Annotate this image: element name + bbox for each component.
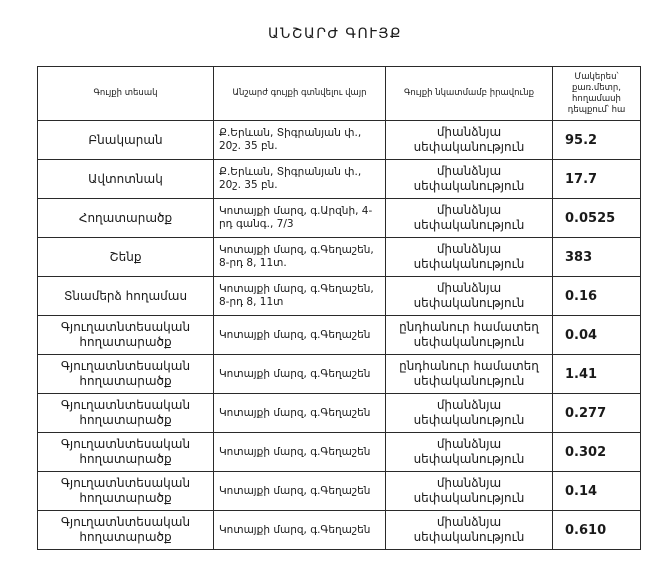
location-cell: Ք.Երևան, Տիգրանյան փ., 20շ. 35 բն. [214,160,386,199]
table-body [38,121,641,550]
location-cell: Կոտայքի մարզ, գ.Գեղաշեն, 8-րդ 8, 11տ. [214,238,386,277]
property-type-cell: Հողատարածք [38,199,214,238]
ownership-right-cell: միանձնյա սեփականություն [386,433,553,472]
property-type-cell: Գյուղատնտեսական հողատարածք [38,511,214,550]
location-cell: Կոտայքի մարզ, գ.Գեղաշեն [214,511,386,550]
ownership-right-cell: միանձնյա սեփականություն [386,121,553,160]
table-row [38,433,641,472]
size-cell: 0.0525 [553,199,641,238]
location-cell: Կոտայքի մարզ, գ.Գեղաշեն, 8-րդ 8, 11տ [214,277,386,316]
property-type-cell: Գյուղատնտեսական հողատարածք [38,433,214,472]
location-cell: Կոտայքի մարզ, գ.Գեղաշեն [214,355,386,394]
size-cell: 95.2 [553,121,641,160]
property-type-cell: Տնամերձ հողամաս [38,277,214,316]
table-header-row [38,67,641,121]
size-cell: 383 [553,238,641,277]
size-cell: 0.04 [553,316,641,355]
property-type-cell: Բնակարան [38,121,214,160]
size-cell: 0.277 [553,394,641,433]
size-cell: 0.14 [553,472,641,511]
size-cell: 1.41 [553,355,641,394]
location-cell: Կոտայքի մարզ, գ.Գեղաշեն [214,433,386,472]
location-cell: Ք.Երևան, Տիգրանյան փ., 20շ. 35 բն. [214,121,386,160]
property-type-cell: Գյուղատնտեսական հողատարածք [38,355,214,394]
ownership-right-cell: միանձնյա սեփականություն [386,277,553,316]
header-property-type: Գույքի տեսակ [38,67,214,121]
location-cell: Կոտայքի մարզ, գ.Գեղաշեն [214,394,386,433]
ownership-right-cell: միանձնյա սեփականություն [386,199,553,238]
table-row [38,199,641,238]
table-row [38,472,641,511]
property-type-cell: Ավտոտնակ [38,160,214,199]
property-type-cell: Շենք [38,238,214,277]
size-cell: 0.610 [553,511,641,550]
size-cell: 0.302 [553,433,641,472]
header-ownership-right: Գույքի նկատմամբ իրավունք [386,67,553,121]
ownership-right-cell: միանձնյա սեփականություն [386,160,553,199]
table-row [38,238,641,277]
ownership-right-cell: միանձնյա սեփականություն [386,394,553,433]
ownership-right-cell: միանձնյա սեփականություն [386,238,553,277]
table-row [38,316,641,355]
location-cell: Կոտայքի մարզ, գ.Արզնի, 4-րդ գանգ., 7/3 [214,199,386,238]
ownership-right-cell: միանձնյա սեփականություն [386,472,553,511]
table-row [38,394,641,433]
location-cell: Կոտայքի մարզ, գ.Գեղաշեն [214,472,386,511]
header-location: Անշարժ գույքի գտնվելու վայր [214,67,386,121]
table-row [38,511,641,550]
ownership-right-cell: ընդհանուր համատեղ սեփականություն [386,355,553,394]
size-cell: 0.16 [553,277,641,316]
property-table [37,66,641,550]
table-row [38,121,641,160]
ownership-right-cell: ընդհանուր համատեղ սեփականություն [386,316,553,355]
property-type-cell: Գյուղատնտեսական հողատարածք [38,472,214,511]
location-cell: Կոտայքի մարզ, գ.Գեղաշեն [214,316,386,355]
property-type-cell: Գյուղատնտեսական հողատարածք [38,316,214,355]
table-row [38,160,641,199]
property-type-cell: Գյուղատնտեսական հողատարածք [38,394,214,433]
page-title: ԱՆՇԱՐԺ ԳՈՒՅՔ [267,26,403,42]
table-row [38,277,641,316]
header-size: Մակերես՝ քառ.մետր, հողամասի դեպքում՝ հա [553,67,641,121]
ownership-right-cell: միանձնյա սեփականություն [386,511,553,550]
size-cell: 17.7 [553,160,641,199]
table-row [38,355,641,394]
